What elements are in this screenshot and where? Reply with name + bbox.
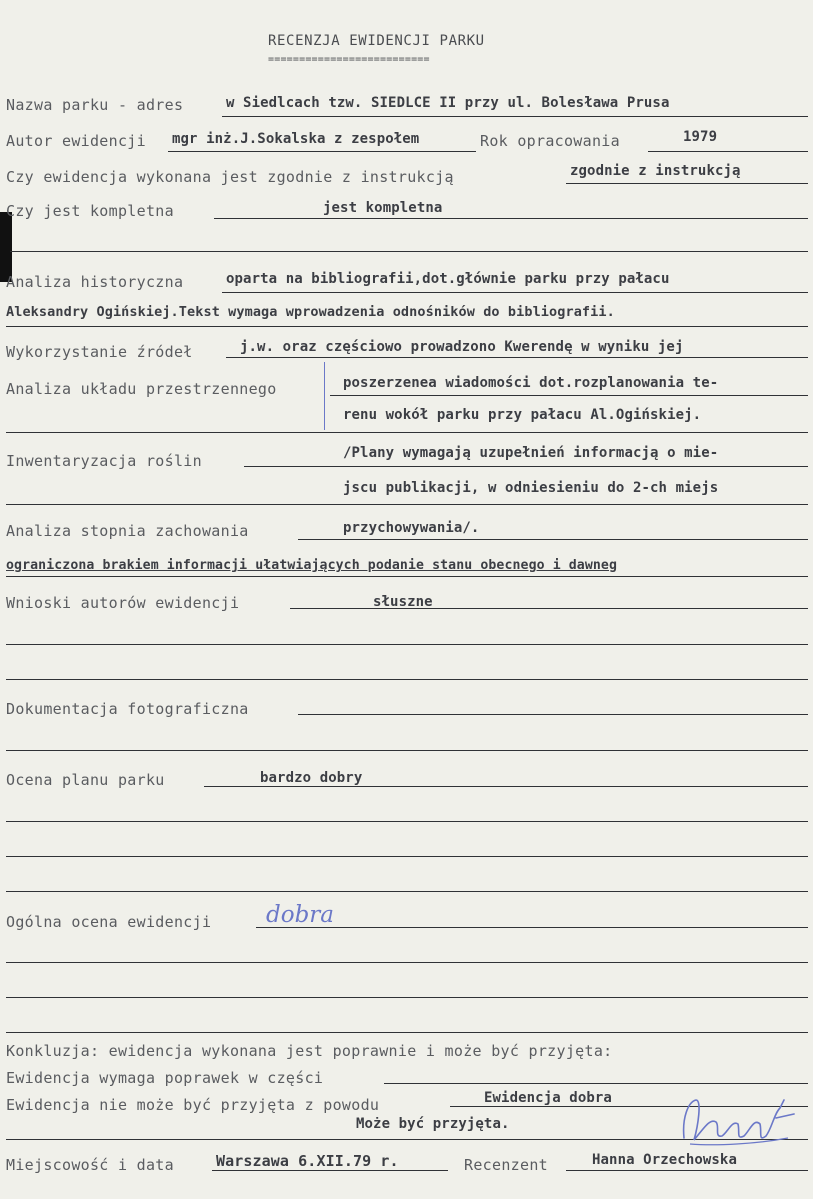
layout-value-2: renu wokół parku przy pałacu Al.Ogińskiej. [343,407,702,423]
blank-line-6 [6,856,808,857]
historical-line-1 [222,292,808,293]
author-label: Autor ewidencji [6,132,146,150]
layout-line-2 [6,432,808,433]
conclusions-line [290,608,808,609]
sources-value: j.w. oraz częściowo prowadzono Kwerendę w wyniku jej [240,339,684,355]
plants-line-1 [244,466,808,467]
preservation-value-1: przychowywania/. [343,520,480,536]
year-value: 1979 [683,129,718,145]
complete-value: jest kompletna [323,200,443,216]
conclusions-label: Wnioski autorów ewidencji [6,594,240,612]
conclusion-label: Konkluzja: ewidencja wykonana jest poprawnie i może być przyjęta: [6,1042,613,1060]
plants-line-2 [6,504,808,505]
compliance-value: zgodnie z instrukcją [570,163,741,179]
park-name-label: Nazwa parku - adres [6,96,184,114]
rejection-label: Ewidencja nie może być przyjęta z powodu [6,1096,380,1114]
preservation-label: Analiza stopnia zachowania [6,522,249,540]
sources-line [226,357,808,358]
plants-label: Inwentaryzacja roślin [6,452,202,470]
complete-label: Czy jest kompletna [6,202,174,220]
historical-label: Analiza historyczna [6,273,184,291]
year-line [648,151,808,152]
blank-line-3 [6,679,808,680]
year-label: Rok opracowania [480,132,620,150]
plants-value-1: /Plany wymagają uzupełnień informacją o mie- [343,445,719,461]
margin-pen-line [324,362,325,430]
plan-rating-label: Ocena planu parku [6,771,165,789]
scan-mark-left [0,212,12,282]
complete-line [214,218,808,219]
plan-rating-line [204,786,808,787]
layout-value-1: poszerzenea wiadomości dot.rozplanowania te- [343,375,719,391]
preservation-line-1 [298,539,808,540]
form-title: RECENZJA EWIDENCJI PARKU [268,33,485,49]
rejection-value-2: Może być przyjęta. [356,1116,510,1132]
layout-analysis-label: Analiza układu przestrzennego [6,380,277,398]
plants-value-2: jscu publikacji, w odniesieniu do 2-ch miejs [343,480,719,496]
photo-doc-line [298,714,808,715]
photo-doc-label: Dokumentacja fotograficzna [6,700,249,718]
layout-line-1 [330,395,808,396]
blank-line-5 [6,821,808,822]
rejection-value-1: Ewidencja dobra [484,1090,612,1106]
blank-line-4 [6,750,808,751]
compliance-label: Czy ewidencja wykonana jest zgodnie z instrukcją [6,168,454,186]
place-date-line [212,1170,448,1171]
preservation-value-2: ograniczona brakiem informacji ułatwiających podanie stanu obecnego i dawneg [6,558,618,573]
signature-image [676,1088,802,1154]
corrections-line [384,1083,808,1084]
reviewer-value: Hanna Orzechowska [592,1152,737,1168]
compliance-line [566,183,808,184]
overall-rating-value: dobra [266,902,335,928]
author-line [168,151,476,152]
plan-rating-value: bardzo dobry [260,770,363,786]
reviewer-label: Recenzent [464,1156,548,1174]
blank-line-7 [6,891,808,892]
blank-line-1 [10,251,808,252]
blank-line-8 [6,962,808,963]
historical-value-2: Aleksandry Ogińskiej.Tekst wymaga wprowadzenia odnośników do bibliografii. [6,304,615,320]
blank-line-9 [6,997,808,998]
place-date-value: Warszawa 6.XII.79 r. [216,1152,399,1170]
corrections-label: Ewidencja wymaga poprawek w części [6,1069,324,1087]
sources-label: Wykorzystanie źródeł [6,343,193,361]
overall-rating-label: Ogólna ocena ewidencji [6,913,212,931]
reviewer-line [566,1170,808,1171]
historical-value-1: oparta na bibliografii,dot.głównie parku przy pałacu [226,271,670,287]
conclusions-value: słuszne [373,594,433,610]
title-underline: ========================== [268,54,430,65]
author-value: mgr inż.J.Sokalska z zespołem [172,131,420,147]
preservation-line-2 [6,576,808,577]
blank-line-10 [6,1032,808,1033]
park-name-line [222,116,808,117]
blank-line-2 [6,644,808,645]
historical-line-2 [6,326,808,327]
park-name-value: w Siedlcach tzw. SIEDLCE II przy ul. Bolesława Prusa [226,95,670,111]
place-date-label: Miejscowość i data [6,1156,174,1174]
overall-rating-line [256,927,808,928]
